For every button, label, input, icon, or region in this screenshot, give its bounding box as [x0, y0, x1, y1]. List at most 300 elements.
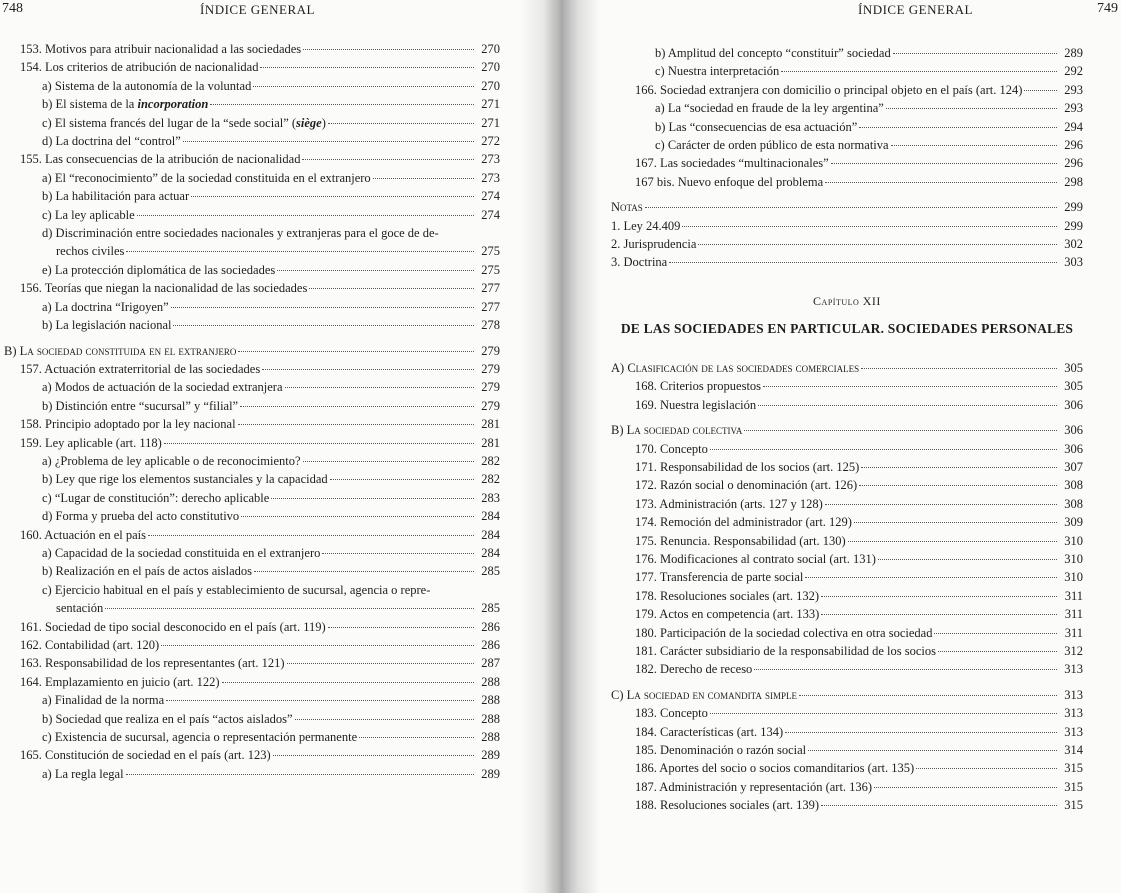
entry-page-number: 282: [481, 472, 500, 487]
entry-title: b) Las “consecuencias de esa actuación”: [655, 119, 858, 134]
toc-entry: [4, 415, 500, 433]
toc-entry: [4, 298, 500, 316]
toc-entry: [4, 279, 500, 297]
entry-page-number: 271: [481, 115, 500, 130]
entry-page-number: 305: [1064, 360, 1083, 375]
entry-page-number: 311: [1064, 607, 1083, 622]
entry-title: 154. Los criterios de atribución de nacionalidad: [20, 60, 259, 75]
entry-title: 156. Teorías que niegan la nacionalidad de las sociedades: [20, 281, 308, 296]
leader-dots: [891, 145, 1057, 146]
toc-entry: [611, 741, 1083, 759]
entry-page-number: 275: [481, 262, 500, 277]
leader-dots: [754, 669, 1057, 670]
toc-entry: [4, 132, 500, 150]
leader-dots: [744, 430, 1057, 431]
leader-dots: [893, 53, 1057, 54]
entry-page-number: 284: [481, 527, 500, 542]
leader-dots: [669, 262, 1057, 263]
leader-dots: [105, 608, 474, 609]
leader-dots: [698, 244, 1057, 245]
toc-entry: [611, 253, 1083, 271]
toc-entry: [611, 778, 1083, 796]
toc-entry: [611, 723, 1083, 741]
leader-dots: [861, 467, 1057, 468]
leader-dots: [262, 369, 474, 370]
toc-entry: [611, 476, 1083, 494]
entry-page-number: 313: [1064, 687, 1083, 702]
entry-title: [4, 342, 236, 360]
entry-page-number: 284: [481, 509, 500, 524]
entry-title: 173. Administración (arts. 127 y 128): [635, 496, 823, 511]
entry-page-number: 313: [1064, 706, 1083, 721]
toc-entry: [4, 342, 500, 360]
toc-entry: [611, 605, 1083, 623]
entry-title: a) La “sociedad en fraude de la ley argentina”: [655, 101, 884, 116]
entry-title: [611, 198, 643, 216]
entry-title: [42, 114, 326, 132]
toc-entry: [611, 704, 1083, 722]
leader-dots: [805, 577, 1057, 578]
entry-title: 153. Motivos para atribuir nacionalidad a las sociedades: [20, 42, 302, 56]
entry-title: 159. Ley aplicable (art. 118): [20, 435, 162, 450]
toc-entry: [4, 224, 500, 261]
entry-page-number: 271: [481, 97, 500, 112]
entry-title: d) La doctrina del “control”: [42, 134, 181, 149]
leader-dots: [934, 633, 1057, 634]
entry-page-number: 281: [481, 417, 500, 432]
table-of-contents: [4, 40, 500, 783]
entry-page-number: 310: [1064, 551, 1083, 566]
section-heading: Clasificación de las sociedades comerciales: [627, 360, 860, 375]
toc-entry: [4, 544, 500, 562]
entry-title: c) “Lugar de constitución”: derecho aplicable: [42, 490, 270, 505]
entry-page-number: 307: [1064, 459, 1083, 474]
entry-page-number: 288: [481, 693, 500, 708]
entry-title: b) Realización en el país de actos aislados: [42, 564, 252, 579]
toc-entry: [4, 397, 500, 415]
toc-entry: [611, 796, 1083, 814]
entry-title: 184. Características (art. 134): [635, 724, 784, 739]
leader-dots: [238, 351, 474, 352]
leader-dots: [161, 645, 474, 646]
entry-title: 181. Carácter subsidiario de la responsabilidad de los socios: [635, 643, 936, 658]
entry-page-number: 315: [1064, 779, 1083, 794]
toc-entry: [611, 532, 1083, 550]
leader-dots: [303, 49, 474, 50]
toc-entry: [611, 642, 1083, 660]
entry-title: 187. Administración y representación (art. 136): [635, 779, 873, 794]
leader-dots: [126, 251, 474, 252]
entry-page-number: 273: [481, 170, 500, 185]
entry-page-number: 286: [481, 638, 500, 652]
toc-entry: [4, 206, 500, 224]
entry-page-number: 281: [481, 435, 500, 450]
entry-title: c) Ejercicio habitual en el país y establecimiento de sucursal, agencia o repre-: [42, 582, 431, 597]
entry-page-number: 306: [1064, 441, 1083, 456]
entry-page-number: 270: [481, 60, 500, 75]
entry-page-number: 289: [1064, 46, 1083, 60]
toc-entry: [4, 77, 500, 95]
entry-page-number: 279: [481, 361, 500, 376]
toc-entry: [4, 636, 500, 654]
entry-title: b) La legislación nacional: [42, 318, 172, 333]
entry-title: 158. Principio adoptado por la ley nacional: [20, 417, 236, 432]
entry-page-number: 315: [1064, 761, 1083, 776]
leader-dots: [781, 71, 1057, 72]
leader-dots: [1024, 90, 1057, 91]
toc-entry: [4, 746, 500, 764]
leader-dots: [148, 535, 474, 536]
leader-dots: [322, 553, 474, 554]
toc-entry: [611, 495, 1083, 513]
leader-dots: [271, 498, 474, 499]
leader-dots: [238, 424, 474, 425]
entry-title: 188. Resoluciones sociales (art. 139): [635, 798, 819, 813]
toc-entry: [611, 550, 1083, 568]
entry-page-number: 279: [481, 398, 500, 413]
entry-page-number: 277: [481, 281, 500, 296]
leader-dots: [222, 682, 474, 683]
running-head: ÍNDICE GENERAL: [858, 2, 973, 17]
toc-entry: [611, 624, 1083, 642]
entry-title: 172. Razón social o denominación (art. 126): [635, 478, 858, 493]
entry-title: d) Discriminación entre sociedades nacionales y extranjeras para el goce de de-: [42, 226, 439, 241]
entry-page-number: 299: [1064, 218, 1083, 233]
toc-entry: [611, 81, 1083, 99]
entry-title: 178. Resoluciones sociales (art. 132): [635, 588, 819, 603]
entry-page-number: 294: [1064, 119, 1083, 134]
entry-title: 162. Contabilidad (art. 120): [20, 638, 160, 652]
leader-dots: [825, 504, 1057, 505]
chapter-label: Capítulo XII: [813, 293, 881, 308]
entry-page-number: 314: [1064, 743, 1083, 757]
toc-entry: [611, 136, 1083, 154]
leader-dots: [710, 449, 1057, 450]
leader-dots: [330, 479, 474, 480]
entry-title: 183. Concepto: [635, 706, 708, 721]
entry-title: 176. Modificaciones al contrato social (art. 131): [635, 551, 876, 566]
section-letter: C): [611, 687, 627, 702]
toc-entry: [4, 114, 500, 132]
toc-entry: [4, 581, 500, 618]
toc-entry: [611, 118, 1083, 136]
entry-title: a) La doctrina “Irigoyen”: [42, 299, 169, 314]
entry-page-number: 309: [1064, 515, 1083, 530]
toc-entry: [611, 421, 1083, 439]
leader-dots: [874, 787, 1057, 788]
entry-page-number: 274: [481, 189, 500, 204]
entry-page-number: 272: [481, 134, 500, 149]
toc-entry: [4, 150, 500, 168]
toc-entry: [611, 377, 1083, 395]
leader-dots: [171, 307, 474, 308]
leader-dots: [821, 614, 1057, 615]
leader-dots: [137, 215, 474, 216]
leader-dots: [359, 737, 474, 738]
entry-title: 174. Remoción del administrador (art. 129): [635, 515, 852, 530]
leader-dots: [328, 123, 474, 124]
toc-entry: [4, 526, 500, 544]
leader-dots: [710, 713, 1057, 714]
section-letter: A): [611, 360, 628, 375]
entry-page-number: 287: [481, 656, 500, 671]
entry-title: 163. Responsabilidad de los representantes (art. 121): [20, 656, 285, 671]
entry-page-number: 282: [481, 453, 500, 468]
leader-dots: [295, 719, 474, 720]
toc-entry: [4, 40, 500, 58]
leader-dots: [886, 108, 1057, 109]
section-letter: B): [611, 423, 627, 438]
leader-dots: [799, 695, 1057, 696]
leader-dots: [878, 559, 1057, 560]
toc-entry: [4, 470, 500, 488]
entry-page-number: 308: [1064, 496, 1083, 511]
leader-dots: [126, 774, 474, 775]
leader-dots: [273, 755, 474, 756]
entry-title: b) Ley que rige los elementos sustanciales y la capacidad: [42, 472, 328, 487]
entry-title: 155. Las consecuencias de la atribución de nacionalidad: [20, 152, 301, 167]
toc-entry: [4, 691, 500, 709]
entry-title: 3. Doctrina: [611, 255, 668, 270]
toc-entry: [4, 654, 500, 672]
leader-dots: [303, 461, 474, 462]
toc-entry: [611, 198, 1083, 216]
entry-page-number: 288: [481, 674, 500, 689]
entry-title: 177. Transferencia de parte social: [635, 570, 804, 585]
leader-dots: [285, 387, 474, 388]
leader-dots: [260, 67, 474, 68]
toc-entry: [611, 62, 1083, 80]
entry-title: 179. Actos en competencia (art. 133): [635, 607, 820, 622]
leader-dots: [240, 406, 474, 407]
entry-title: 167. Las sociedades “multinacionales”: [635, 156, 829, 171]
toc-entry: [4, 728, 500, 746]
entry-text-emphasis: incorporation: [137, 97, 209, 112]
entry-page-number: 296: [1064, 138, 1083, 153]
leader-dots: [191, 196, 474, 197]
toc-entry: [4, 618, 500, 636]
entry-continuation: [4, 242, 500, 260]
toc-entry: [4, 710, 500, 728]
leader-dots: [210, 104, 474, 105]
entry-page-number: 288: [481, 711, 500, 726]
toc-entry: [4, 452, 500, 470]
toc-entry: [4, 187, 500, 205]
entry-title: b) Sociedad que realiza en el país “actos aislados”: [42, 711, 293, 726]
leader-dots: [682, 226, 1057, 227]
entry-title: b) Amplitud del concepto “constituir” sociedad: [655, 46, 891, 60]
leader-dots: [164, 443, 474, 444]
entry-title: 175. Renuncia. Responsabilidad (art. 130): [635, 533, 846, 548]
entry-title: 185. Denominación o razón social: [635, 743, 807, 757]
entry-text-emphasis: siège: [296, 115, 322, 130]
toc-entry: [4, 489, 500, 507]
entry-page-number: 310: [1064, 570, 1083, 585]
toc-entry: [4, 360, 500, 378]
leader-dots: [302, 159, 474, 160]
toc-entry: [611, 458, 1083, 476]
entry-title: 2. Jurisprudencia: [611, 237, 697, 252]
section-heading: La sociedad en comandita simple: [626, 687, 798, 702]
toc-entry: [611, 217, 1083, 235]
leader-dots: [938, 651, 1057, 652]
entry-title: a) ¿Problema de ley aplicable o de reconocimiento?: [42, 453, 301, 468]
toc-entry: [611, 396, 1083, 414]
entry-page-number: 293: [1064, 82, 1083, 97]
entry-title: e) La protección diplomática de las sociedades: [42, 262, 276, 277]
entry-page-number: 285: [481, 601, 500, 616]
section-heading: Notas: [611, 200, 643, 215]
entry-page-number: 313: [1064, 724, 1083, 739]
entry-title: a) Sistema de la autonomía de la voluntad: [42, 78, 252, 93]
entry-page-number: 299: [1064, 200, 1083, 215]
entry-title: 161. Sociedad de tipo social desconocido en el país (art. 119): [20, 619, 326, 634]
leader-dots: [821, 596, 1057, 597]
entry-page-number: 279: [481, 380, 500, 395]
toc-entry: [4, 434, 500, 452]
entry-title: c) Carácter de orden público de esta normativa: [655, 138, 889, 153]
leader-dots: [173, 325, 474, 326]
entry-title: [611, 359, 859, 377]
entry-title: a) Finalidad de la norma: [42, 693, 165, 708]
entry-title: 171. Responsabilidad de los socios (art. 125): [635, 459, 860, 474]
leader-dots: [183, 141, 474, 142]
entry-page-number: 273: [481, 152, 500, 167]
running-head: ÍNDICE GENERAL: [200, 2, 315, 17]
leader-dots: [254, 571, 474, 572]
toc-entry: [4, 169, 500, 187]
leader-dots: [821, 805, 1057, 806]
toc-entry: [611, 660, 1083, 678]
page-number: 749: [1097, 1, 1118, 16]
entry-text: b) El sistema de la: [42, 97, 138, 112]
entry-page-number: 279: [481, 343, 500, 358]
page-number: 748: [2, 1, 23, 16]
entry-page-number: 284: [481, 545, 500, 560]
entry-page-number: 270: [481, 42, 500, 56]
entry-title: c) Existencia de sucursal, agencia o representación permanente: [42, 730, 358, 745]
chapter-title: DE LAS SOCIEDADES EN PARTICULAR. SOCIEDADES PERSONALES: [620, 320, 1074, 336]
toc-entry: [611, 173, 1083, 191]
entry-page-number: 293: [1064, 101, 1083, 116]
entry-page-number: 305: [1064, 379, 1083, 394]
leader-dots: [758, 405, 1057, 406]
entry-title: c) La ley aplicable: [42, 207, 135, 222]
leader-dots: [861, 368, 1057, 369]
entry-continuation: [4, 599, 500, 617]
toc-entry: [611, 686, 1083, 704]
toc-entry: [4, 261, 500, 279]
leader-dots: [825, 182, 1057, 183]
entry-page-number: 289: [481, 748, 500, 763]
entry-page-number: 270: [481, 78, 500, 93]
toc-entry: [4, 95, 500, 113]
leader-dots: [287, 663, 474, 664]
leader-dots: [277, 270, 474, 271]
section-letter: B): [4, 343, 20, 358]
entry-page-number: 274: [481, 207, 500, 222]
leader-dots: [253, 86, 474, 87]
toc-entry: [611, 99, 1083, 117]
leader-dots: [859, 485, 1057, 486]
entry-title: d) Forma y prueba del acto constitutivo: [42, 509, 240, 524]
entry-title: a) El “reconocimiento” de la sociedad constituida en el extranjero: [42, 170, 371, 185]
entry-page-number: 292: [1064, 64, 1083, 79]
entry-page-number: 315: [1064, 798, 1083, 813]
leader-dots: [645, 207, 1057, 208]
toc-entry: [611, 359, 1083, 377]
leader-dots: [763, 386, 1057, 387]
toc-entry: [611, 235, 1083, 253]
leader-dots: [166, 700, 474, 701]
entry-page-number: 289: [481, 766, 500, 781]
entry-page-number: 296: [1064, 156, 1083, 171]
right-page: [573, 0, 1121, 893]
leader-dots: [785, 732, 1057, 733]
entry-title: 180. Participación de la sociedad colectiva en otra sociedad: [635, 625, 933, 640]
entry-title: a) Modos de actuación de la sociedad extranjera: [42, 380, 283, 395]
entry-title-cont: sentación: [56, 601, 104, 616]
toc-entry: [611, 513, 1083, 531]
toc-entry: [4, 673, 500, 691]
entry-title: [611, 421, 742, 439]
section-heading: La sociedad colectiva: [626, 423, 743, 438]
entry-page-number: 311: [1064, 588, 1083, 603]
entry-page-number: 285: [481, 564, 500, 579]
entry-page-number: 302: [1064, 237, 1083, 252]
entry-page-number: 306: [1064, 423, 1083, 438]
entry-title: b) La habilitación para actuar: [42, 189, 190, 204]
toc-entry: [4, 765, 500, 783]
entry-title-cont: rechos civiles: [56, 244, 125, 259]
leader-dots: [309, 288, 474, 289]
leader-dots: [373, 178, 474, 179]
entry-page-number: 278: [481, 318, 500, 333]
section-heading: La sociedad constituida en el extranjero: [19, 343, 237, 358]
entry-page-number: 288: [481, 730, 500, 745]
entry-title: 166. Sociedad extranjera con domicilio o principal objeto en el país (art. 124): [635, 82, 1023, 97]
toc-entry: [611, 568, 1083, 586]
entry-title: 164. Emplazamiento en juicio (art. 122): [20, 674, 220, 689]
entry-title: a) Capacidad de la sociedad constituida en el extranjero: [42, 545, 321, 560]
leader-dots: [808, 750, 1057, 751]
entry-title: c) Nuestra interpretación: [655, 64, 780, 79]
toc-list-top: [611, 44, 1083, 272]
toc-entry: [4, 316, 500, 334]
toc-entry: [4, 58, 500, 76]
toc-list-bottom: [611, 359, 1083, 815]
entry-title: 170. Concepto: [635, 441, 708, 456]
entry-title: 182. Derecho de receso: [635, 662, 753, 677]
entry-page-number: 313: [1064, 662, 1083, 677]
entry-page-number: 303: [1064, 255, 1083, 270]
leader-dots: [241, 516, 474, 517]
entry-page-number: 277: [481, 299, 500, 314]
toc-entry: [611, 440, 1083, 458]
entry-title: 165. Constitución de sociedad en el país (art. 123): [20, 748, 271, 763]
toc-entry: [4, 378, 500, 396]
leader-dots: [831, 163, 1057, 164]
entry-title: 168. Criterios propuestos: [635, 379, 762, 394]
entry-title: [42, 95, 208, 113]
entry-page-number: 283: [481, 490, 500, 505]
entry-page-number: 311: [1064, 625, 1083, 640]
entry-page-number: 308: [1064, 478, 1083, 493]
entry-title: 169. Nuestra legislación: [635, 397, 757, 412]
entry-page-number: 310: [1064, 533, 1083, 548]
entry-title: 1. Ley 24.409: [611, 218, 681, 233]
entry-title: 160. Actuación en el país: [20, 527, 147, 542]
